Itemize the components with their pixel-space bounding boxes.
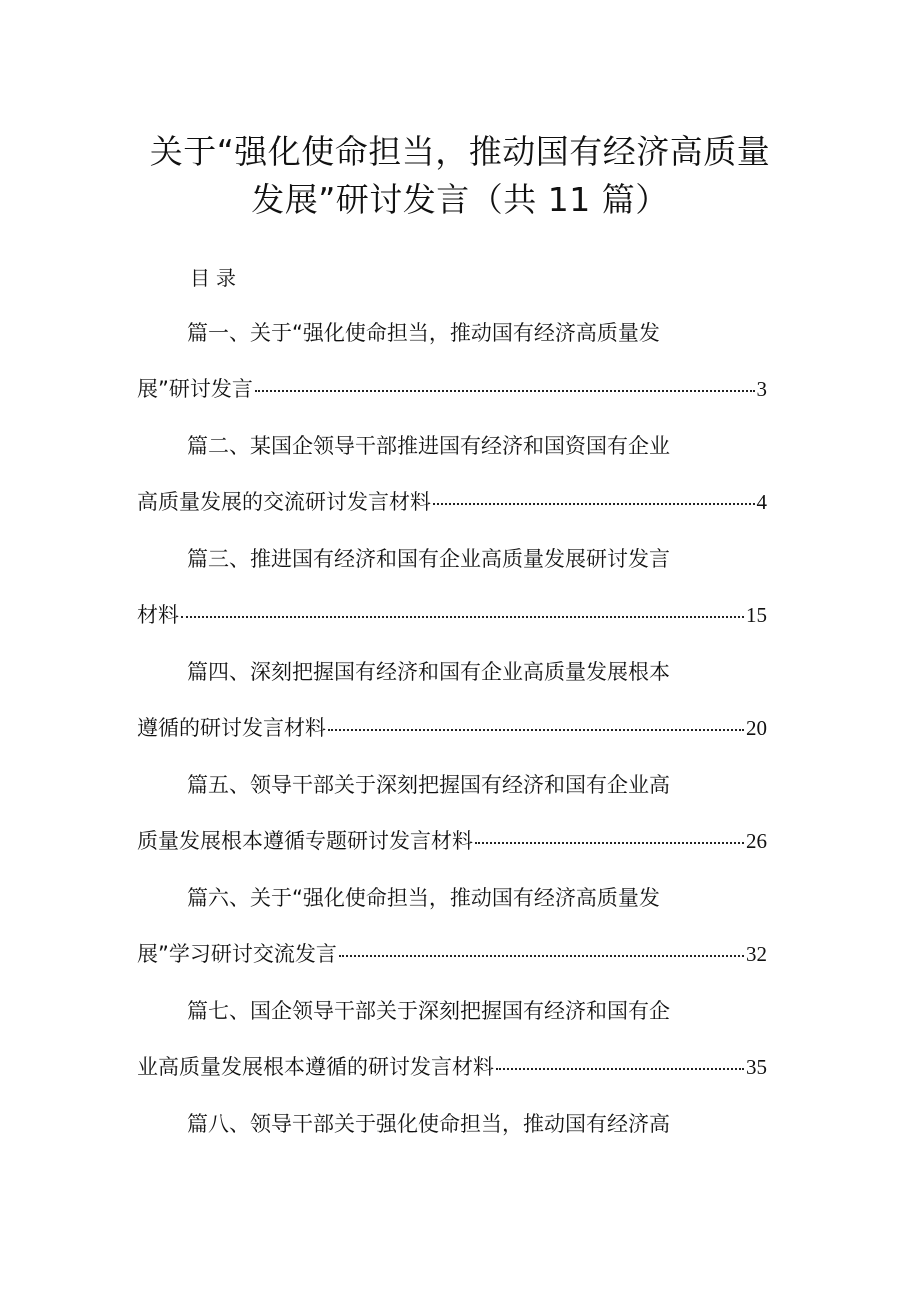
- toc-page-number: 26: [746, 829, 767, 853]
- toc-entry-line1: 篇七、国企领导干部关于深刻把握国有经济和国有企: [187, 999, 670, 1023]
- toc-page-number: 15: [746, 603, 767, 627]
- toc-dot-leader: [475, 842, 744, 844]
- toc-entry-line2-text: 遵循的研讨发言材料: [137, 716, 326, 740]
- toc-entry-line2: [137, 487, 767, 517]
- toc-page-number: 35: [746, 1055, 767, 1079]
- toc-page-number: 4: [756, 490, 767, 514]
- document-title: [0, 128, 920, 224]
- toc-entry-line1: 篇八、领导干部关于强化使命担当，推动国有经济高: [187, 1112, 670, 1136]
- toc-entry-line2-text: 材料: [137, 603, 179, 627]
- toc-page-number: 3: [756, 377, 767, 401]
- toc-heading: 目录: [190, 266, 242, 290]
- toc-entry-line2: [137, 826, 767, 856]
- toc-entry-line2-text: 展”学习研讨交流发言: [137, 942, 337, 966]
- toc-dot-leader: [433, 503, 755, 505]
- toc-entry-line2: [137, 939, 767, 969]
- toc-entry-line1: 篇二、某国企领导干部推进国有经济和国资国有企业: [187, 434, 670, 458]
- toc-entry-line1: 篇一、关于“强化使命担当，推动国有经济高质量发: [187, 321, 660, 345]
- toc-dot-leader: [181, 616, 744, 618]
- toc-entry-line1: 篇五、领导干部关于深刻把握国有经济和国有企业高: [187, 773, 670, 797]
- toc-page-number: 20: [746, 716, 767, 740]
- toc-entry-line1: 篇三、推进国有经济和国有企业高质量发展研讨发言: [187, 547, 670, 571]
- toc-dot-leader: [496, 1068, 744, 1070]
- toc-entry-line1: 篇六、关于“强化使命担当，推动国有经济高质量发: [187, 886, 660, 910]
- toc-entry-line2-text: 业高质量发展根本遵循的研讨发言材料: [137, 1055, 494, 1079]
- title-line-2: 发展”研讨发言（共 11 篇）: [251, 180, 669, 219]
- toc-page-number: 32: [746, 942, 767, 966]
- toc-entry-line2: [137, 374, 767, 404]
- toc-dot-leader: [328, 729, 744, 731]
- toc-dot-leader: [339, 955, 744, 957]
- title-line-1: 关于“强化使命担当，推动国有经济高质量: [149, 132, 771, 171]
- toc-entry-line2: [137, 1052, 767, 1082]
- toc-dot-leader: [255, 390, 755, 392]
- toc-entry-line2: [137, 600, 767, 630]
- toc-entry-line2-text: 高质量发展的交流研讨发言材料: [137, 490, 431, 514]
- toc-entry-line2: [137, 713, 767, 743]
- toc-entry-line2-text: 展”研讨发言: [137, 377, 253, 401]
- toc-entry-line1: 篇四、深刻把握国有经济和国有企业高质量发展根本: [187, 660, 670, 684]
- toc-entry-line2-text: 质量发展根本遵循专题研讨发言材料: [137, 829, 473, 853]
